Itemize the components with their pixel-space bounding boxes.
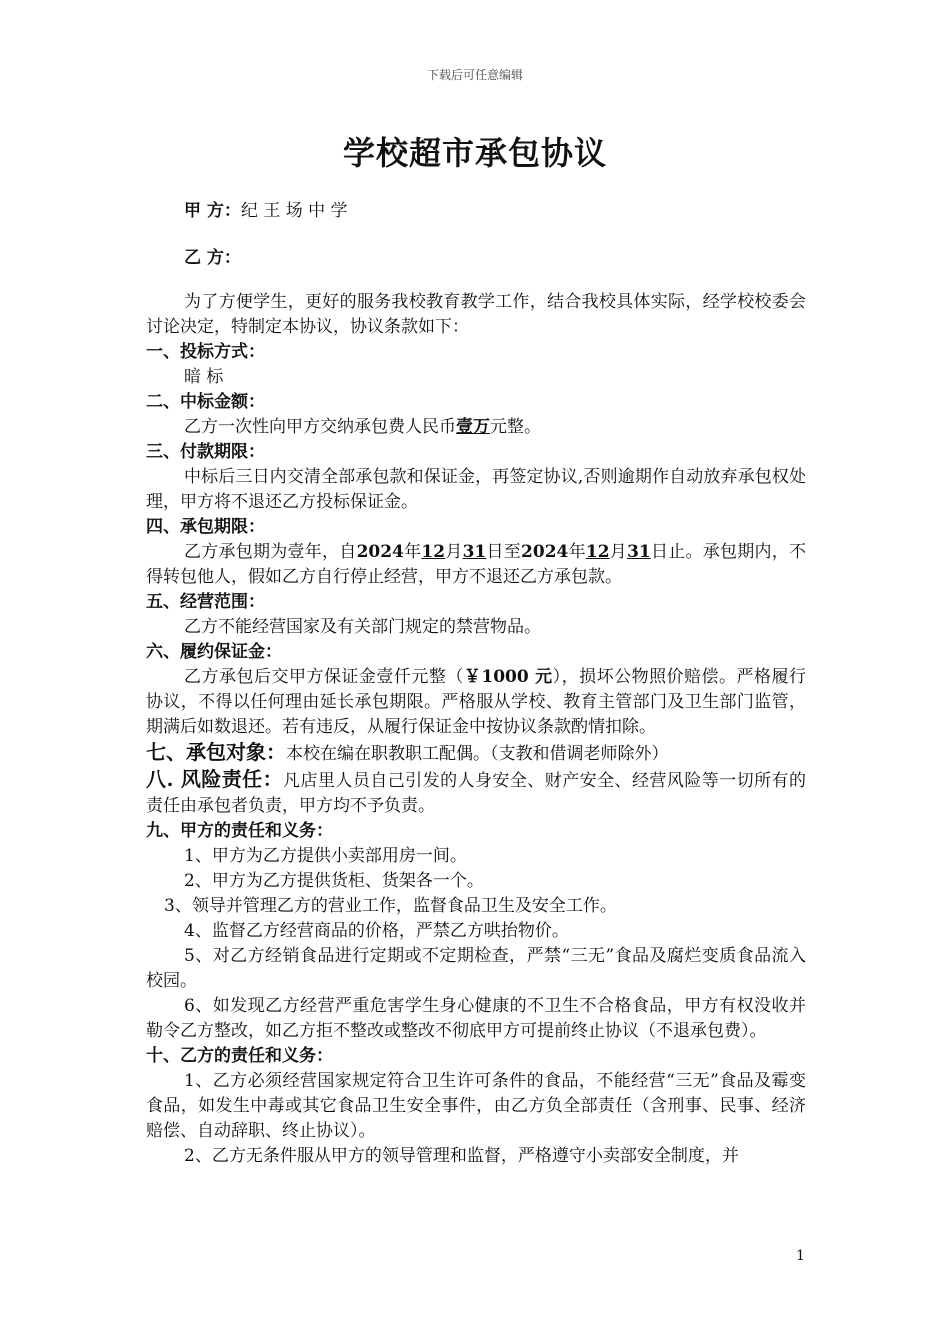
term-text-4: 年 [568,542,586,562]
deposit-amount: ￥1000 元 [463,667,553,687]
section-5-heading: 五、经营范围： [146,592,265,612]
term-text-1: 年 [403,542,422,562]
section-7-body: 本校在编在职教职工配偶。（支教和借调老师除外） [286,744,669,764]
term-text-3: 日至 [486,542,522,562]
deposit-pre: 乙方承包后交甲方保证金壹仟元整（ [184,667,464,687]
start-year: 2024 [356,542,404,562]
list-item: 5、对乙方经销食品进行定期或不定期检查，严禁“三无”食品及腐烂变质食品流入校园。 [146,946,806,991]
term-text-2: 月 [445,542,463,562]
section-4-heading: 四、承包期限： [146,517,265,537]
list-item: 6、如发现乙方经营严重危害学生身心健康的不卫生不合格食品，甲方有权没收并勒令乙方整改，如乙方拒不整改或整改不彻底甲方可提前终止协议（不退承包费）。 [146,996,806,1041]
section-9-heading: 九、甲方的责任和义务： [146,821,333,841]
section-3-body: 中标后三日内交清全部承包款和保证金，再签定协议,否则逾期作自动放弃承包权处理，甲方将不退还乙方投标保证金。 [146,467,806,512]
section-7-heading: 七、承包对象： [146,740,286,764]
list-item: 1、乙方必须经营国家规定符合卫生许可条件的食品，不能经营“三无”食品及霉变食品，如发生中毒或其它食品卫生安全事件，由乙方负全部责任（含刑事、民事、经济赔偿、自动辞职、终止协议）。 [146,1071,806,1141]
term-text-6: 日止。承包期内，不得转包他人，假如乙方自行停止经营，甲方不退还乙方承包款。 [146,542,807,587]
section-6-heading: 六、履约保证金： [146,642,282,662]
term-pre: 乙方承包期为壹年，自 [184,542,357,562]
section-1-body: 暗 标 [184,367,224,387]
section-7 [146,740,806,767]
list-item: 2、甲方为乙方提供货柜、货架各一个。 [184,871,484,891]
start-day: 31 [462,542,487,562]
section-2-heading: 二、中标金额： [146,392,265,412]
section-8-body: 凡店里人员自己引发的人身安全、财产安全、经营风险等一切所有的责任由承包者负责，甲方均不予负责。 [146,771,807,816]
section-5-body: 乙方不能经营国家及有关部门规定的禁营物品。 [184,617,541,637]
section-2-body [146,415,806,440]
start-month: 12 [421,542,446,562]
party-b [146,243,806,268]
deposit-post: ），损坏公物照价赔偿。严格履行协议，不得以任何理由延长承包期限。严格服从学校、教育主管部门及卫生部门监管，期满后如数退还。若有违反，从履行保证金中按协议条款酌情扣除。 [146,667,807,737]
party-b-label: 乙 方： [184,248,241,268]
list-item: 3、领导并管理乙方的营业工作，监督食品卫生及安全工作。 [164,896,617,916]
section-4-body [146,540,806,590]
document-body [146,196,806,1169]
section-2-post: 元整。 [490,417,541,437]
intro-paragraph: 为了方便学生，更好的服务我校教育教学工作，结合我校具体实际，经学校校委会讨论决定，特制定本协议，协议条款如下： [146,292,806,337]
end-month: 12 [585,542,610,562]
party-a-label: 甲 方： [184,201,241,221]
term-text-5: 月 [609,542,628,562]
list-item: 4、监督乙方经营商品的价格，严禁乙方哄抬物价。 [184,921,569,941]
party-a-value: 纪 王 场 中 学 [240,201,348,221]
end-year: 2024 [521,542,569,562]
section-1-heading: 一、投标方式： [146,342,265,362]
end-day: 31 [627,542,651,562]
section-3-heading: 三、付款期限： [146,442,265,462]
section-10-heading: 十、乙方的责任和义务： [146,1046,333,1066]
document-title: 学校超市承包协议 [342,134,607,172]
list-item: 1、甲方为乙方提供小卖部用房一间。 [184,846,467,866]
section-6-body [146,665,806,740]
section-8-heading: 八. 风险责任： [146,767,284,791]
section-2-pre: 乙方一次性向甲方交纳承包费人民币 [184,417,456,437]
contract-fee-amount: 壹万 [456,417,490,437]
page-header: 下载后可任意编辑 [426,68,523,82]
section-8 [146,767,806,819]
page-number: 1 [796,1248,805,1264]
list-item: 2、乙方无条件服从甲方的领导管理和监督，严格遵守小卖部安全制度，并 [184,1146,739,1166]
party-a [146,196,806,221]
